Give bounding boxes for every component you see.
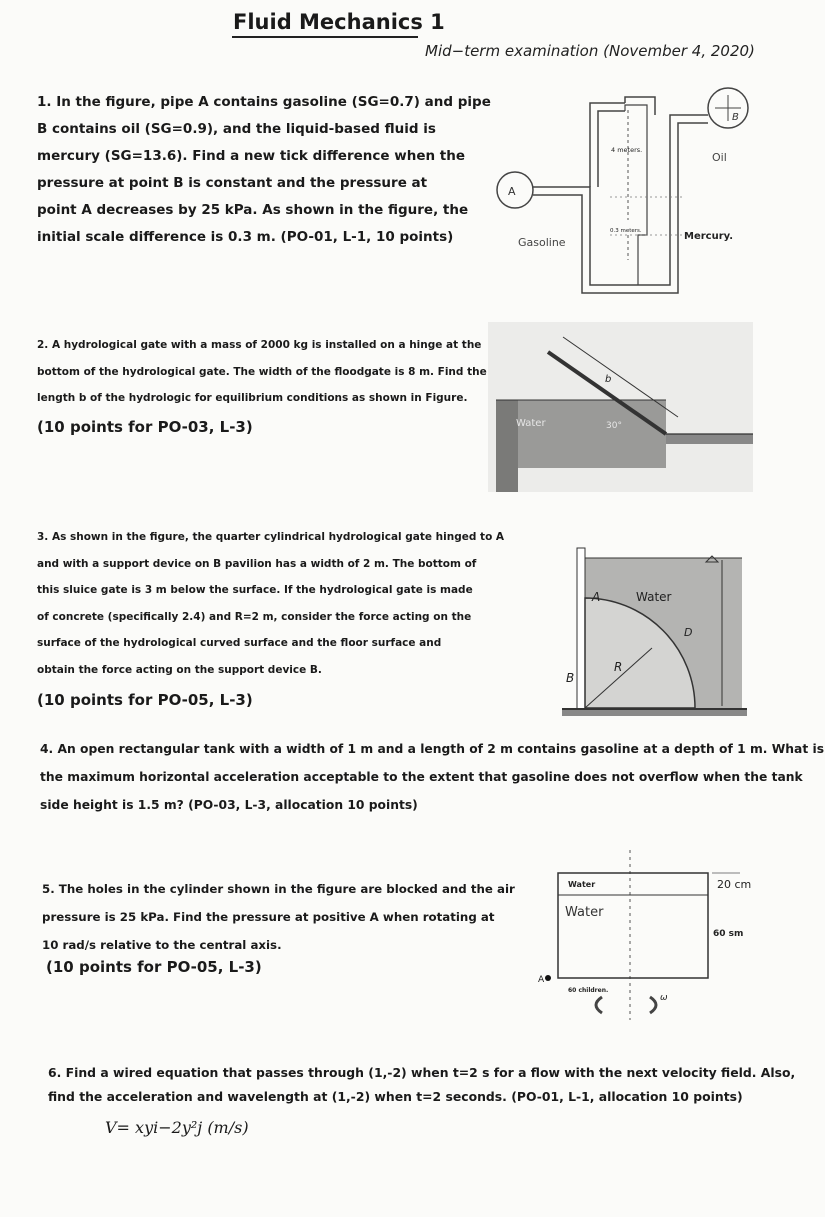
rotation-arrow-right bbox=[650, 997, 656, 1013]
q1-line: B contains oil (SG=0.9), and the liquid-based fluid is bbox=[37, 121, 436, 137]
q1-line: point A decreases by 25 kPa. As shown in the figure, the bbox=[37, 202, 469, 218]
question-4-text bbox=[40, 735, 824, 819]
question-2-points: (10 points for PO-03, L-3) bbox=[37, 418, 253, 436]
q4-line: side height is 1.5 m? (PO-03, L-3, allocation 10 points) bbox=[40, 798, 418, 812]
bottom-dimension-label: 60 children. bbox=[568, 987, 609, 994]
r-label: R bbox=[614, 660, 623, 674]
b-label: b bbox=[605, 374, 612, 385]
scale-label: 0.3 meters. bbox=[610, 228, 642, 234]
gasoline-label: Gasoline bbox=[518, 236, 566, 249]
a-label: A bbox=[592, 590, 601, 604]
q1-line: initial scale difference is 0.3 m. (PO-01, L-1, 10 points) bbox=[37, 229, 454, 245]
q3-line: surface of the hydrological curved surface and the floor surface and bbox=[37, 637, 442, 649]
left-wall bbox=[577, 548, 585, 713]
q5-line: pressure is 25 kPa. Find the pressure at positive A when rotating at bbox=[42, 910, 495, 924]
q3-line: obtain the force acting on the support device B. bbox=[37, 663, 322, 676]
water-body bbox=[496, 400, 666, 468]
water-label: Water bbox=[636, 590, 672, 604]
b-label: B bbox=[566, 671, 575, 685]
q3-line: this sluice gate is 3 m below the surface. If the hydrological gate is made bbox=[37, 584, 473, 596]
exam-title: Fluid Mechanics 1 bbox=[233, 10, 445, 34]
question-5-points: (10 points for PO-05, L-3) bbox=[46, 958, 262, 976]
point-a bbox=[545, 975, 551, 981]
q6-line: find the acceleration and wavelength at (1,-2) when t=2 seconds. (PO-01, L-1, allocation 10 points) bbox=[48, 1089, 743, 1104]
q1-line: pressure at point B is constant and the pressure at bbox=[37, 175, 428, 191]
q5-line: 5. The holes in the cylinder shown in the figure are blocked and the air bbox=[42, 882, 515, 896]
q2-line: 2. A hydrological gate with a mass of 2000 kg is installed on a hinge at the bbox=[37, 339, 482, 351]
question-1-manometer-figure bbox=[490, 75, 765, 305]
a-label: A bbox=[538, 975, 545, 985]
title-underline bbox=[232, 36, 418, 38]
rotation-arrow-left bbox=[596, 997, 602, 1013]
q4-line: 4. An open rectangular tank with a width of 1 m and a length of 2 m contains gasoline at a depth of 1 m. What is bbox=[40, 742, 825, 756]
question-3-curved-gate-figure bbox=[522, 528, 747, 718]
question-3-text bbox=[37, 524, 504, 683]
q2-line: length b of the hydrologic for equilibrium conditions as shown in Figure. bbox=[37, 392, 468, 404]
q1-line: 1. In the figure, pipe A contains gasoline (SG=0.7) and pipe bbox=[37, 94, 491, 110]
pipe-a-label: A bbox=[508, 185, 516, 198]
top-dimension-label: 20 cm bbox=[717, 878, 752, 891]
pipe-b-label: B bbox=[732, 112, 739, 123]
water-small-label: Water bbox=[568, 880, 596, 889]
q6-line: 6. Find a wired equation that passes through (1,-2) when t=2 s for a flow with the next velocity field. Also, bbox=[48, 1065, 796, 1080]
question-5-cylinder-figure bbox=[530, 845, 775, 1025]
omega-label: ω bbox=[660, 993, 668, 1003]
question-3-points: (10 points for PO-05, L-3) bbox=[37, 691, 253, 709]
angle-label: 30° bbox=[606, 421, 622, 431]
velocity-field-equation: V= xyi−2y²j (m/s) bbox=[105, 1118, 249, 1137]
water-large-label: Water bbox=[565, 905, 604, 920]
q1-line: mercury (SG=13.6). Find a new tick difference when the bbox=[37, 148, 466, 164]
q5-line: 10 rad/s relative to the central axis. bbox=[42, 938, 282, 952]
question-5-text bbox=[42, 875, 515, 959]
side-dimension-label: 60 sm bbox=[713, 929, 744, 939]
d-label: D bbox=[684, 626, 693, 639]
question-2-text bbox=[37, 332, 487, 412]
exam-subtitle: Mid−term examination (November 4, 2020) bbox=[425, 42, 755, 60]
height-label: 4 meters. bbox=[611, 146, 643, 154]
u-tube-outer bbox=[533, 115, 708, 285]
q3-line: and with a support device on B pavilion has a width of 2 m. The bottom of bbox=[37, 557, 477, 570]
oil-label: Oil bbox=[712, 151, 727, 164]
mercury-label: Mercury. bbox=[684, 231, 734, 242]
water-label: Water bbox=[516, 418, 546, 429]
question-1-text bbox=[37, 89, 491, 251]
question-2-gate-figure bbox=[488, 322, 753, 492]
q4-line: the maximum horizontal acceleration acceptable to the extent that gasoline does not overflow when the tank bbox=[40, 770, 803, 784]
q3-line: of concrete (specifically 2.4) and R=2 m, consider the force acting on the bbox=[37, 610, 472, 623]
q3-line: 3. As shown in the figure, the quarter cylindrical hydrological gate hinged to A bbox=[37, 531, 505, 543]
q2-line: bottom of the hydrological gate. The width of the floodgate is 8 m. Find the bbox=[37, 365, 487, 378]
question-6-text bbox=[48, 1061, 795, 1109]
